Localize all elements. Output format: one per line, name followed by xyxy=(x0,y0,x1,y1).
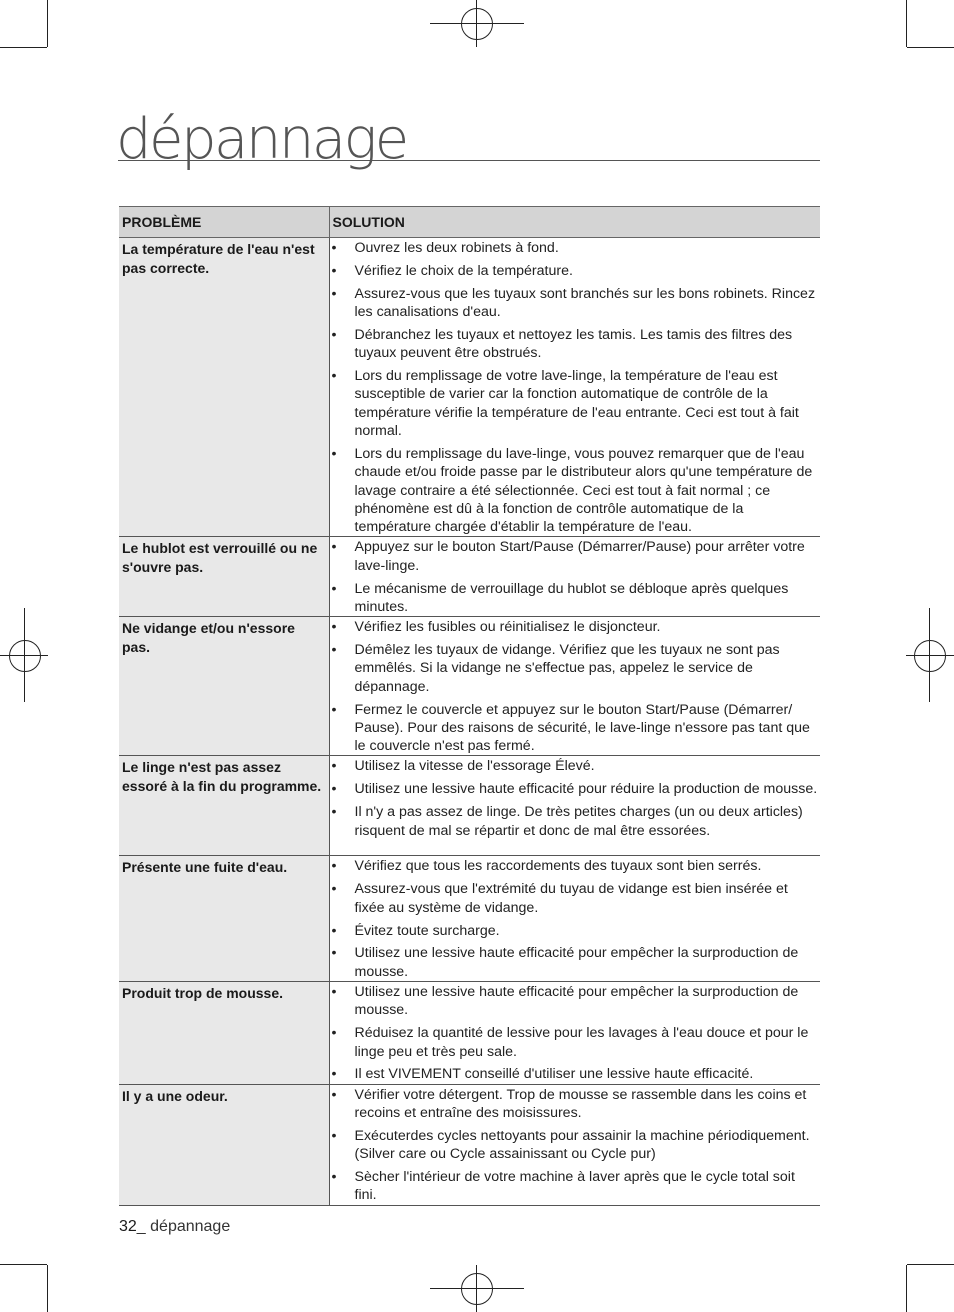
crop-mark-top-left-v xyxy=(47,0,48,47)
solution-list xyxy=(330,618,819,755)
solution-item: • Lors du remplissage de votre lave-linge, la température de l'eau est susceptible de varier car la fonction automatique de contrôle de la température vérifie la température de l'eau entrante. Ceci est tout à fait normal. xyxy=(330,367,819,440)
solution-item: • Ouvrez les deux robinets à fond. xyxy=(330,239,819,257)
problem-cell: Il y a une odeur. xyxy=(119,1084,329,1205)
solution-item: • Débranchez les tuyaux et nettoyez les tamis. Les tamis des filtres des tuyaux peuvent être obstrués. xyxy=(330,326,819,363)
solution-item: • Lors du remplissage du lave-linge, vous pouvez remarquer que de l'eau chaude et/ou froide passe par le distributeur alors qu'une température de lavage contraire a été sélectionnée. Ceci est tout à fait normal ; ce phénomène est dû à la fonction de contrôle automatique de la température chargée d'établir la température de l'eau. xyxy=(330,445,819,536)
solution-item: • Il est VIVEMENT conseillé d'utiliser une lessive haute efficacité. xyxy=(330,1065,819,1083)
solution-list xyxy=(330,538,819,616)
table-row xyxy=(119,1084,820,1205)
solution-item: • Vérifiez les fusibles ou réinitialisez le disjoncteur. xyxy=(330,618,819,636)
solution-cell xyxy=(329,856,820,982)
solution-item: • Utilisez une lessive haute efficacité pour réduire la production de mousse. xyxy=(330,780,819,798)
problem-cell: Présente une fuite d'eau. xyxy=(119,856,329,982)
solution-item: • Démêlez les tuyaux de vidange. Vérifiez que les tuyaux ne sont pas emmêlés. Si la vidange ne s'effectue pas, appelez le service de dépannage. xyxy=(330,641,819,696)
table-row xyxy=(119,982,820,1085)
solution-list xyxy=(330,857,819,981)
solution-item: • Il n'y a pas assez de linge. De très petites charges (un ou deux articles) risquent de mal se répartir et donc de mal être essorées. xyxy=(330,803,819,840)
solution-list xyxy=(330,1086,819,1205)
solution-item: • Assurez-vous que les tuyaux sont branchés sur les bons robinets. Rincez les canalisations d'eau. xyxy=(330,285,819,322)
problem-cell: Le linge n'est pas assez essoré à la fin du programme. xyxy=(119,756,329,856)
problem-cell: La température de l'eau n'est pas correcte. xyxy=(119,238,329,537)
crop-mark-bottom-right-v xyxy=(906,1265,907,1312)
solution-item: • Assurez-vous que l'extrémité du tuyau de vidange est bien insérée et fixée au système de vidange. xyxy=(330,880,819,917)
solution-item: • Fermez le couvercle et appuyez sur le bouton Start/Pause (Démarrer/ Pause). Pour des raisons de sécurité, le lave-linge n'essore pas tant que le couvercle n'est pas fermé. xyxy=(330,701,819,756)
page-footer xyxy=(119,1218,230,1236)
page-title: dépannage xyxy=(116,107,407,172)
solution-item: • Vérifiez que tous les raccordements des tuyaux sont bien serrés. xyxy=(330,857,819,875)
solution-item: • Utilisez une lessive haute efficacité pour empêcher la surproduction de mousse. xyxy=(330,944,819,981)
solution-list xyxy=(330,757,819,839)
solution-item: • Réduisez la quantité de lessive pour les lavages à l'eau douce et pour le linge peu et très peu sale. xyxy=(330,1024,819,1061)
problem-cell: Produit trop de mousse. xyxy=(119,982,329,1085)
solution-item: • Sècher l'intérieur de votre machine à laver après que le cycle total soit fini. xyxy=(330,1168,819,1205)
column-header-problem: PROBLÈME xyxy=(119,207,329,238)
troubleshooting-table xyxy=(119,206,820,1206)
crop-mark-bottom-right-h xyxy=(907,1264,954,1265)
solution-item: • Utilisez la vitesse de l'essorage Élevé. xyxy=(330,757,819,775)
crop-mark-bottom-left-h xyxy=(0,1264,47,1265)
solution-cell xyxy=(329,1084,820,1205)
solution-cell xyxy=(329,537,820,617)
solution-item: • Évitez toute surcharge. xyxy=(330,922,819,940)
solution-item: • Le mécanisme de verrouillage du hublot se débloque après quelques minutes. xyxy=(330,580,819,617)
solution-item: • Appuyez sur le bouton Start/Pause (Démarrer/Pause) pour arrêter votre lave-linge. xyxy=(330,538,819,575)
solution-item: • Exécuterdes cycles nettoyants pour assainir la machine périodiquement. (Silver care ou Cycle assainissant ou Cycle pur) xyxy=(330,1127,819,1164)
crop-mark-bottom-left-v xyxy=(47,1265,48,1312)
table-row xyxy=(119,617,820,756)
solution-list xyxy=(330,983,819,1084)
table-row xyxy=(119,856,820,982)
solution-item: • Vérifiez le choix de la température. xyxy=(330,262,819,280)
footer-section-label: _ dépannage xyxy=(136,1218,231,1235)
column-header-solution: SOLUTION xyxy=(329,207,820,238)
problem-cell: Ne vidange et/ou n'essore pas. xyxy=(119,617,329,756)
solution-item: • Utilisez une lessive haute efficacité pour empêcher la surproduction de mousse. xyxy=(330,983,819,1020)
solution-cell xyxy=(329,756,820,856)
table-header-row xyxy=(119,207,820,238)
table-row xyxy=(119,756,820,856)
crop-mark-top-left-h xyxy=(0,47,47,48)
solution-list xyxy=(330,239,819,536)
page-number: 32 xyxy=(119,1218,137,1235)
crop-mark-top-right-v xyxy=(906,0,907,47)
solution-cell xyxy=(329,982,820,1085)
page-header xyxy=(116,107,820,172)
problem-cell: Le hublot est verrouillé ou ne s'ouvre pas. xyxy=(119,537,329,617)
solution-cell xyxy=(329,617,820,756)
table-row xyxy=(119,238,820,537)
solution-item: • Vérifier votre détergent. Trop de mousse se rassemble dans les coins et recoins et entraîne des moisissures. xyxy=(330,1086,819,1123)
table-row xyxy=(119,537,820,617)
solution-cell xyxy=(329,238,820,537)
table-body xyxy=(119,238,820,1206)
crop-mark-top-right-h xyxy=(907,47,954,48)
